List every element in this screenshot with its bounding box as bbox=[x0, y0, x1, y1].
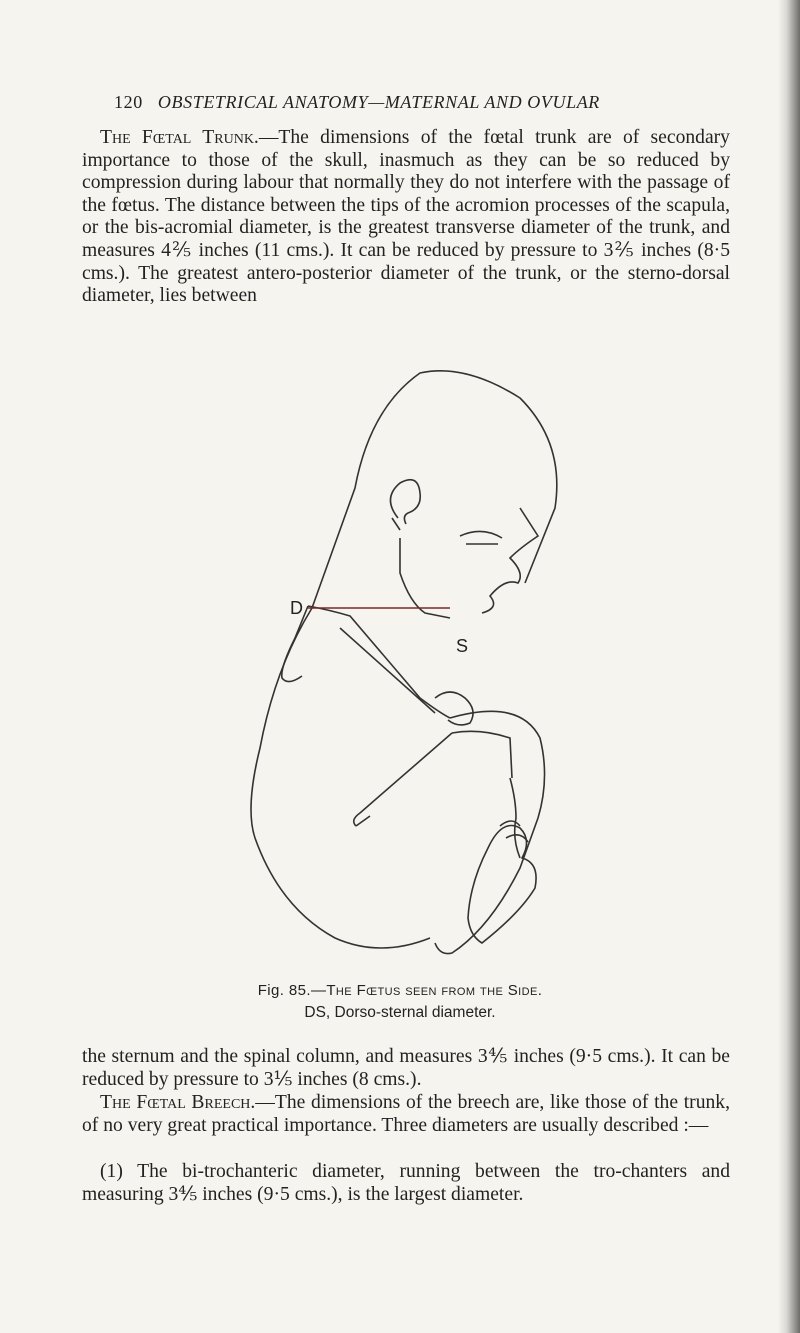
paragraph-foetal-breech bbox=[82, 1092, 730, 1137]
running-header bbox=[114, 92, 694, 113]
figure-number: Fig. 85. bbox=[257, 982, 311, 999]
label-d: D bbox=[290, 598, 303, 618]
neck-line bbox=[400, 538, 450, 618]
paragraph-text: —The dimensions of the fœtal trunk are of secondary importance to those of the skull, inasmuch as they can be so reduced by compression during labour that normally they do not interfere with the passage of the fœtus. The distance between the tips of the acromion processes of the scapula, or the bis-acromial diameter, is the greatest transverse diameter of the trunk, and measures 4⅖ inches (11 cms.). It can be reduced by pressure to 3⅖ inches (8·5 cms.). The greatest antero-posterior diameter of the trunk, or the sterno-dorsal diameter, lies between bbox=[82, 127, 730, 307]
label-s: S bbox=[456, 636, 469, 656]
paragraph-foetal-trunk bbox=[82, 127, 730, 308]
back-outline bbox=[251, 608, 430, 948]
paragraph-continued bbox=[82, 1046, 730, 1091]
ear bbox=[390, 480, 420, 530]
paragraph-text: —The dimensions of the breech are, like those of the trunk, of no very great practical importance. Three diameters are usually described :— bbox=[82, 1092, 730, 1136]
figure-caption bbox=[0, 982, 800, 999]
section-lead-foetal-trunk: The Fœtal Trunk. bbox=[100, 127, 259, 148]
paragraph-text: the sternum and the spinal column, and measures 3⅘ inches (9·5 cms.). It can be reduced by pressure to 3⅕ inches (8 cms.). bbox=[82, 1046, 730, 1090]
page-edge-shadow bbox=[778, 0, 800, 1333]
section-lead-foetal-breech: The Fœtal Breech. bbox=[100, 1092, 256, 1113]
lower-leg bbox=[354, 733, 452, 826]
page-number: 120 bbox=[114, 92, 143, 112]
thigh bbox=[435, 711, 545, 953]
eye bbox=[460, 531, 502, 544]
leg-inner bbox=[452, 731, 520, 858]
face-profile bbox=[482, 508, 538, 613]
figure-legend: DS, Dorso-sternal diameter. bbox=[304, 1004, 496, 1021]
arm bbox=[282, 606, 450, 718]
forearm bbox=[340, 628, 435, 713]
paragraph-text: (1) The bi-trochanteric diameter, running between the tro-chanters and measuring 3⅘ inches (9·5 cms.), is the largest diameter. bbox=[82, 1161, 730, 1205]
running-title: OBSTETRICAL ANATOMY—MATERNAL AND OVULAR bbox=[157, 92, 600, 112]
paragraph-bi-trochanteric bbox=[82, 1161, 730, 1206]
foetus-side-figure bbox=[220, 368, 600, 968]
foot bbox=[468, 826, 536, 944]
figure-title: —The Fœtus seen from the Side. bbox=[310, 982, 543, 999]
hand bbox=[435, 692, 473, 725]
